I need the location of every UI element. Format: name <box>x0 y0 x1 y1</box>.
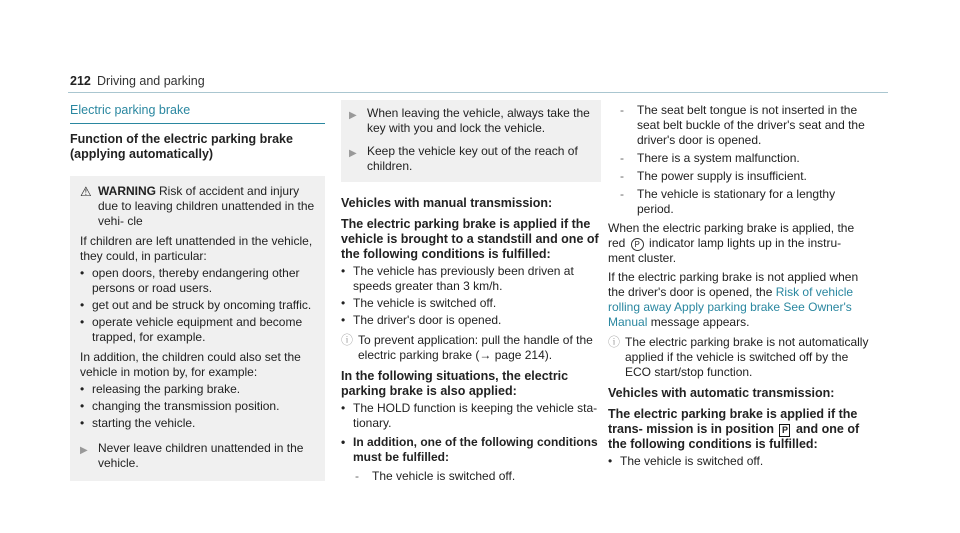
park-position-icon: P <box>779 424 790 437</box>
manual-heading: Vehicles with manual transmission: <box>341 196 553 210</box>
function-heading: Function of the electric parking brake (applying automatically) <box>70 132 293 161</box>
dash-item: - There is a system malfunction. <box>620 151 800 165</box>
list-item: • The HOLD function is keeping the vehicle sta- tionary. <box>341 401 598 430</box>
page-header-title: Driving and parking <box>97 74 205 88</box>
column-3 <box>608 100 870 469</box>
automatic-condition-heading: The electric parking brake is applied if the trans- mission is in position P and one of the following conditions is fulfilled: <box>608 407 860 451</box>
warning-triangle-icon: ⚠ <box>80 184 92 199</box>
display-message: Risk of vehicle rolling away Apply parking brake See Owner's Manual <box>608 285 854 329</box>
list-item: • operate vehicle equipment and become trapped, for example. <box>80 315 303 344</box>
list-item: • open doors, thereby endangering other persons or road users. <box>80 266 300 295</box>
info-note-icon: ⓘ <box>608 335 621 349</box>
dash-item: - The vehicle is switched off. <box>355 469 516 483</box>
list-item: • releasing the parking brake. <box>80 382 241 396</box>
list-item: • The vehicle is switched off. <box>608 454 764 468</box>
list-item: • get out and be struck by oncoming traffic. <box>80 298 312 312</box>
instruction-arrow-icon: ▶ <box>349 110 357 121</box>
warning-intro-2: In addition, the children could also set the vehicle in motion by, for example: <box>80 350 301 379</box>
list-item: • The vehicle is switched off. <box>341 296 497 310</box>
note: ⓘ The electric parking brake is not automatically applied if the vehicle is switched off by the ECO start/stop function. <box>608 335 869 379</box>
instruction-arrow-icon: ▶ <box>80 445 88 456</box>
instruction-line: ▶ Keep the vehicle key out of the reach of children. <box>349 144 578 173</box>
also-applied-heading: In the following situations, the electric parking brake is also applied: <box>341 369 569 398</box>
header-rule <box>68 92 888 93</box>
instruction-box <box>341 100 601 182</box>
dash-item: - The seat belt tongue is not inserted in the seat belt buckle of the driver's seat and the driver's door is opened. <box>620 103 865 147</box>
automatic-heading: Vehicles with automatic transmission: <box>608 386 835 400</box>
list-item: • The driver's door is opened. <box>341 313 502 327</box>
list-item: • changing the transmission position. <box>80 399 280 413</box>
dash-item: - The power supply is insufficient. <box>620 169 807 183</box>
column-1 <box>70 100 325 481</box>
column-2 <box>341 100 601 484</box>
page-number: 212 <box>70 74 91 88</box>
info-note-icon: ⓘ <box>341 333 354 347</box>
instruction-arrow-icon: ▶ <box>349 148 357 159</box>
list-item: • In addition, one of the following conditions must be fulfilled: <box>341 435 598 464</box>
condition-heading: The electric parking brake is applied if the vehicle is brought to a standstill and one of the following conditions is fulfilled: <box>341 217 599 261</box>
parking-brake-lamp-icon: P <box>631 238 644 251</box>
instruction-line: ▶ Never leave children unattended in the vehicle. <box>80 441 304 470</box>
list-item: • The vehicle has previously been driven at speeds greater than 3 km/h. <box>341 264 574 293</box>
list-item: • starting the vehicle. <box>80 416 196 430</box>
warning-text: Risk of accident and injury due to leaving children unattended in the vehi- cle <box>98 184 315 228</box>
warning-intro: If children are left unattended in the vehicle, they could, in particular: <box>80 234 313 263</box>
warning-box <box>70 176 325 481</box>
warning-label: WARNING <box>98 184 156 198</box>
not-applied-paragraph: If the electric parking brake is not applied when the driver's door is opened, the Risk of vehicle rolling away Apply parking brake See Owner's Manual message appears. <box>608 270 859 329</box>
applied-paragraph: When the electric parking brake is applied, the red P indicator lamp lights up in the instru- ment cluster. <box>608 221 855 265</box>
instruction-line: ▶ When leaving the vehicle, always take the key with you and lock the vehicle. <box>349 106 590 135</box>
section-title: Electric parking brake <box>70 103 325 124</box>
dash-item: - The vehicle is stationary for a lengthy period. <box>620 187 836 216</box>
note: ⓘ To prevent application: pull the handle of the electric parking brake (→ page 214). <box>341 333 593 362</box>
